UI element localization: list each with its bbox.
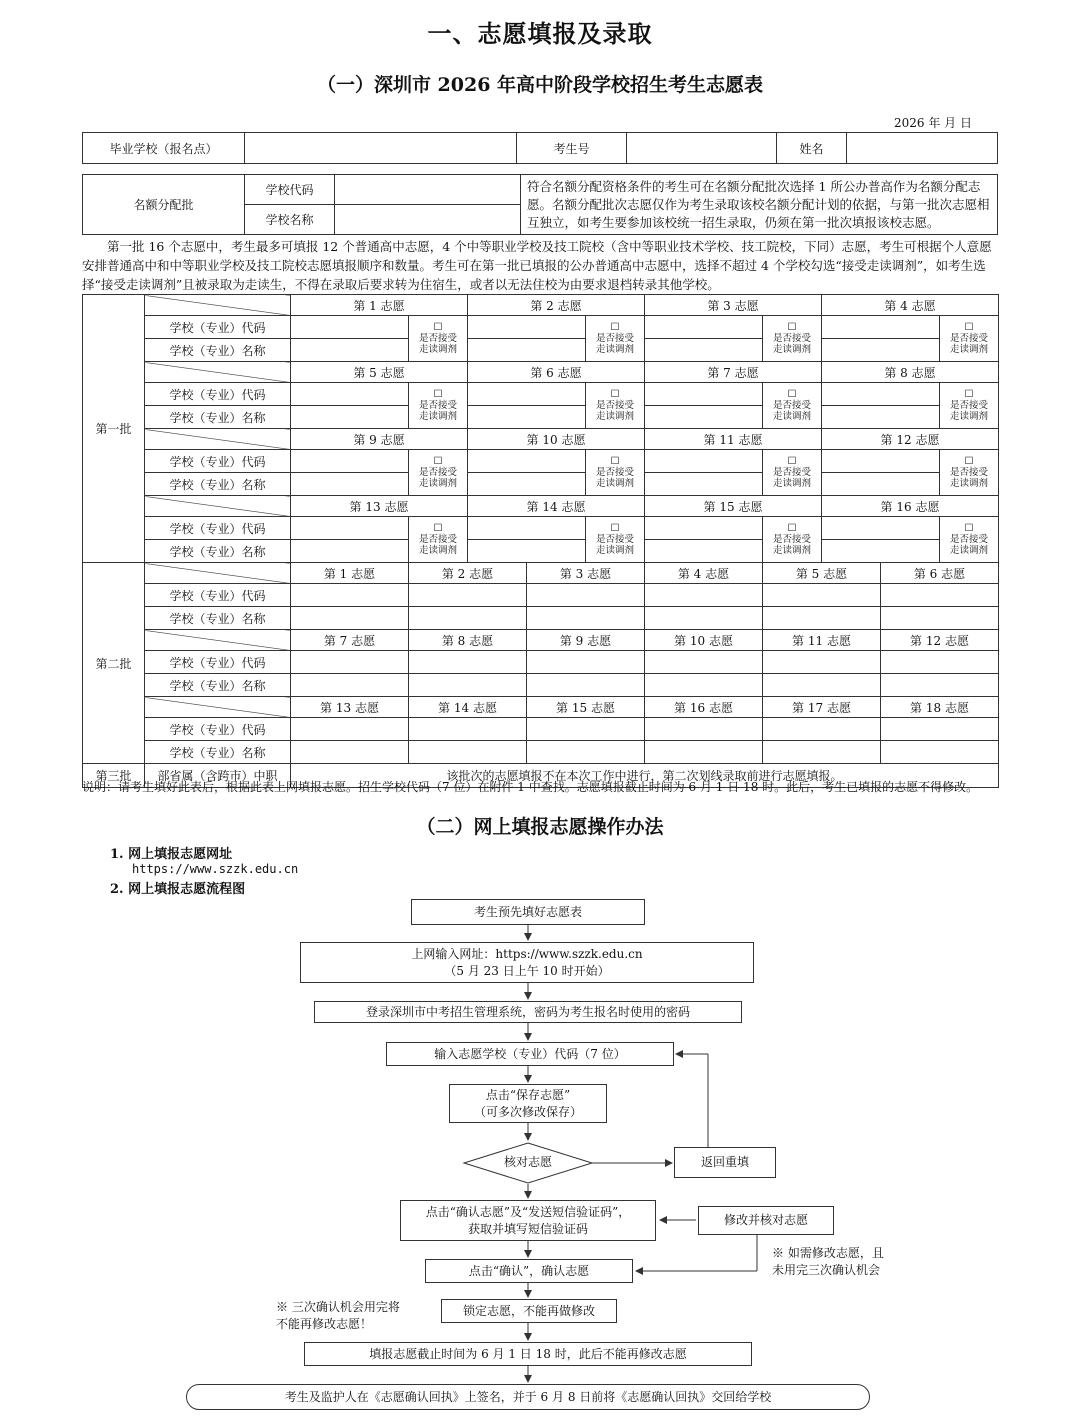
flow-note-locked-line2: 不能再修改志愿！ — [276, 1317, 373, 1331]
accept-day-study-label: 是否接受走读调剂 — [950, 467, 989, 489]
flow-step-confirm-sms-line1: 点击“确认志愿”及“发送短信验证码”， — [425, 1204, 631, 1219]
school-code-label: 学校（专业）代码 — [145, 383, 291, 406]
flow-step-deadline: 填报志愿截止时间为 6 月 1 日 18 时，此后不能再修改志愿 — [304, 1342, 752, 1366]
exam-no-label: 考生号 — [517, 133, 627, 164]
school-code-label: 学校（专业）代码 — [145, 651, 291, 674]
accept-day-study-label: 是否接受走读调剂 — [596, 467, 635, 489]
flow-note-modify — [772, 1245, 884, 1279]
accept-day-study-label: 是否接受走读调剂 — [596, 400, 635, 422]
batch2-volunteer-header: 第 3 志愿 — [527, 563, 645, 584]
batch2-volunteer-header: 第 17 志愿 — [763, 697, 881, 718]
batch1-volunteer-header: 第 1 志愿 — [291, 295, 468, 316]
school-name-label: 学校（专业）名称 — [145, 339, 291, 362]
batch2-volunteer-header: 第 5 志愿 — [763, 563, 881, 584]
batch2-volunteer-header: 第 2 志愿 — [409, 563, 527, 584]
flow-step-confirm-sms-line2: 获取并填写短信验证码 — [467, 1221, 588, 1236]
batch1-volunteer-header: 第 9 志愿 — [291, 429, 468, 450]
flow-step-save-line1: 点击“保存志愿” — [485, 1087, 571, 1102]
flow-step-click-confirm: 点击“确认”，确认志愿 — [425, 1259, 633, 1283]
form-title: （一）深圳市 2026 年高中阶段学校招生考生志愿表 — [316, 74, 764, 96]
checkbox-icon[interactable]: ☐ — [964, 389, 974, 400]
batch3-note: 该批次的志愿填报不在本次工作中进行，第二次划线录取前进行志愿填报。 — [291, 764, 999, 788]
batch1-volunteer-header: 第 5 志愿 — [291, 362, 468, 383]
accept-day-study-label: 是否接受走读调剂 — [773, 534, 812, 556]
batch1-volunteer-header: 第 10 志愿 — [468, 429, 645, 450]
batch1-volunteer-header: 第 14 志愿 — [468, 496, 645, 517]
batch2-volunteer-header: 第 11 志愿 — [763, 630, 881, 651]
batch1-volunteer-header: 第 15 志愿 — [645, 496, 822, 517]
batch2-volunteer-header: 第 8 志愿 — [409, 630, 527, 651]
form-explanation: 说明：请考生填好此表后，根据此表上网填报志愿。招生学校代码（7 位）在附件 1 中查找。志愿填报截止时间为 6 月 1 日 18 时。此后，考生已填报的志愿不得修改。 — [82, 780, 979, 794]
batch2-volunteer-header: 第 14 志愿 — [409, 697, 527, 718]
online-url-link[interactable]: https://www.szzk.edu.cn — [132, 862, 299, 876]
school-name-label: 学校（专业）名称 — [145, 473, 291, 496]
batch2-volunteer-header: 第 10 志愿 — [645, 630, 763, 651]
flow-step-save-line2: （可多次修改保存） — [473, 1104, 582, 1119]
flow-note-locked — [276, 1299, 400, 1333]
school-name-label: 学校（专业）名称 — [145, 406, 291, 429]
flow-step-login: 登录深圳市中考招生管理系统，密码为考生报名时使用的密码 — [314, 1001, 742, 1023]
flow-step-modify: 修改并核对志愿 — [698, 1206, 834, 1235]
checkbox-icon[interactable]: ☐ — [787, 456, 797, 467]
flow-step-input-code: 输入志愿学校（专业）代码（7 位） — [386, 1042, 674, 1066]
flow-step-receipt: 考生及监护人在《志愿确认回执》上签名，并于 6 月 8 日前将《志愿确认回执》交回给学校 — [186, 1384, 870, 1410]
batch2-volunteer-header: 第 9 志愿 — [527, 630, 645, 651]
flow-step-confirm-sms — [400, 1200, 656, 1241]
flow-step-enter-url-line2: （5 月 23 日上午 10 时开始） — [444, 963, 610, 978]
batch1-volunteer-header: 第 3 志愿 — [645, 295, 822, 316]
accept-day-study-label: 是否接受走读调剂 — [419, 534, 458, 556]
batch3-label: 第三批 — [83, 764, 145, 788]
batch1-volunteer-header: 第 13 志愿 — [291, 496, 468, 517]
main-title: 一、志愿填报及录取 — [427, 19, 653, 48]
batch1-volunteer-header: 第 12 志愿 — [822, 429, 999, 450]
accept-day-study-label: 是否接受走读调剂 — [419, 400, 458, 422]
batch1-rules-note: 第一批 16 个志愿中，考生最多可填报 12 个普通高中志愿，4 个中等职业学校及技工院校（含中等职业技术学校、技工院校，下同）志愿，考生可根据个人意愿安排普通高中和中等职业学校及技工院校志愿填报顺序和数量。考生可在第一批已填报的公办普通高中志愿中，选择不超过 4 个学校勾选“接受走读调剂”，如考生选择“接受走读调剂”且被录取为走读生，不得在录取后要求转为住宿生，或者以无法住校为由要求退档转录其他学校。 — [82, 239, 992, 292]
accept-day-study-label: 是否接受走读调剂 — [950, 400, 989, 422]
school-code-label: 学校（专业）代码 — [145, 450, 291, 473]
accept-day-study-label: 是否接受走读调剂 — [773, 333, 812, 355]
flowchart-heading: 2. 网上填报志愿流程图 — [110, 882, 246, 897]
checkbox-icon[interactable]: ☐ — [787, 389, 797, 400]
flow-step-prefill: 考生预先填好志愿表 — [411, 899, 645, 925]
accept-day-study-label: 是否接受走读调剂 — [419, 467, 458, 489]
date-line: 2026 年 月 日 — [894, 116, 972, 130]
checkbox-icon[interactable]: ☐ — [964, 523, 974, 534]
accept-day-study-label: 是否接受走读调剂 — [773, 467, 812, 489]
accept-day-study-label: 是否接受走读调剂 — [596, 333, 635, 355]
school-code-label: 学校（专业）代码 — [145, 718, 291, 741]
checkbox-icon[interactable]: ☐ — [433, 322, 443, 333]
flow-step-enter-url — [300, 942, 754, 983]
checkbox-icon[interactable]: ☐ — [610, 322, 620, 333]
flow-note-modify-line2: 未用完三次确认机会 — [772, 1263, 881, 1277]
flow-step-lock: 锁定志愿，不能再做修改 — [441, 1299, 617, 1323]
student-name-label: 姓名 — [777, 133, 847, 164]
batch2-volunteer-header: 第 15 志愿 — [527, 697, 645, 718]
checkbox-icon[interactable]: ☐ — [433, 456, 443, 467]
school-code-label: 学校（专业）代码 — [145, 584, 291, 607]
checkbox-icon[interactable]: ☐ — [787, 523, 797, 534]
checkbox-icon[interactable]: ☐ — [433, 389, 443, 400]
accept-day-study-label: 是否接受走读调剂 — [773, 400, 812, 422]
batch1-volunteer-header: 第 4 志愿 — [822, 295, 999, 316]
flow-step-save — [449, 1084, 607, 1123]
school-code-label: 学校（专业）代码 — [145, 316, 291, 339]
checkbox-icon[interactable]: ☐ — [964, 456, 974, 467]
batch2-volunteer-header: 第 12 志愿 — [881, 630, 999, 651]
batch2-volunteer-header: 第 1 志愿 — [291, 563, 409, 584]
flow-step-enter-url-line1: 上网输入网址：https://www.szzk.edu.cn — [411, 946, 643, 961]
batch1-volunteer-header: 第 7 志愿 — [645, 362, 822, 383]
accept-day-study-label: 是否接受走读调剂 — [596, 534, 635, 556]
batch2-volunteer-header: 第 4 志愿 — [645, 563, 763, 584]
checkbox-icon[interactable]: ☐ — [787, 322, 797, 333]
school-name-label: 学校（专业）名称 — [145, 741, 291, 764]
accept-day-study-label: 是否接受走读调剂 — [950, 534, 989, 556]
checkbox-icon[interactable]: ☐ — [610, 523, 620, 534]
quota-note: 符合名额分配资格条件的考生可在名额分配批次选择 1 所公办普高作为名额分配志愿。名额分配批次志愿仅作为考生录取该校名额分配计划的依据，与第一批次志愿相互独立，如考生要参加该校统一招生录取，仍须在第一批次填报该校志愿。 — [521, 175, 998, 235]
batch1-volunteer-header: 第 8 志愿 — [822, 362, 999, 383]
section2-title: （二）网上填报志愿操作办法 — [416, 816, 664, 838]
school-code-label: 学校（专业）代码 — [145, 517, 291, 540]
online-url-heading: 1. 网上填报志愿网址 — [110, 847, 233, 862]
graduate-school-label: 毕业学校（报名点） — [83, 133, 245, 164]
batch2-volunteer-header: 第 7 志愿 — [291, 630, 409, 651]
checkbox-icon[interactable]: ☐ — [433, 523, 443, 534]
school-name-label: 学校（专业）名称 — [145, 607, 291, 630]
quota-code-label: 学校代码 — [245, 175, 335, 205]
batch1-volunteer-header: 第 6 志愿 — [468, 362, 645, 383]
flow-step-check: 核对志愿 — [503, 1155, 552, 1169]
school-name-label: 学校（专业）名称 — [145, 674, 291, 697]
checkbox-icon[interactable]: ☐ — [610, 456, 620, 467]
batch1-volunteer-header: 第 2 志愿 — [468, 295, 645, 316]
flow-note-locked-line1: ※ 三次确认机会用完将 — [276, 1300, 400, 1314]
batch1-volunteer-header: 第 16 志愿 — [822, 496, 999, 517]
checkbox-icon[interactable]: ☐ — [610, 389, 620, 400]
checkbox-icon[interactable]: ☐ — [964, 322, 974, 333]
batch1-volunteer-header: 第 11 志愿 — [645, 429, 822, 450]
batch2-volunteer-header: 第 13 志愿 — [291, 697, 409, 718]
flow-step-refill: 返回重填 — [674, 1147, 776, 1178]
batch3-type: 部省属（含跨市）中职 — [145, 764, 291, 788]
quota-name-label: 学校名称 — [245, 205, 335, 235]
accept-day-study-label: 是否接受走读调剂 — [950, 333, 989, 355]
school-name-label: 学校（专业）名称 — [145, 540, 291, 563]
accept-day-study-label: 是否接受走读调剂 — [419, 333, 458, 355]
batch2-volunteer-header: 第 18 志愿 — [881, 697, 999, 718]
batch2-volunteer-header: 第 6 志愿 — [881, 563, 999, 584]
quota-batch-label: 名额分配批 — [83, 175, 245, 235]
batch1-label: 第一批 — [83, 295, 145, 563]
flow-note-modify-line1: ※ 如需修改志愿，且 — [772, 1246, 884, 1260]
batch2-volunteer-header: 第 16 志愿 — [645, 697, 763, 718]
batch2-label: 第二批 — [83, 563, 145, 764]
